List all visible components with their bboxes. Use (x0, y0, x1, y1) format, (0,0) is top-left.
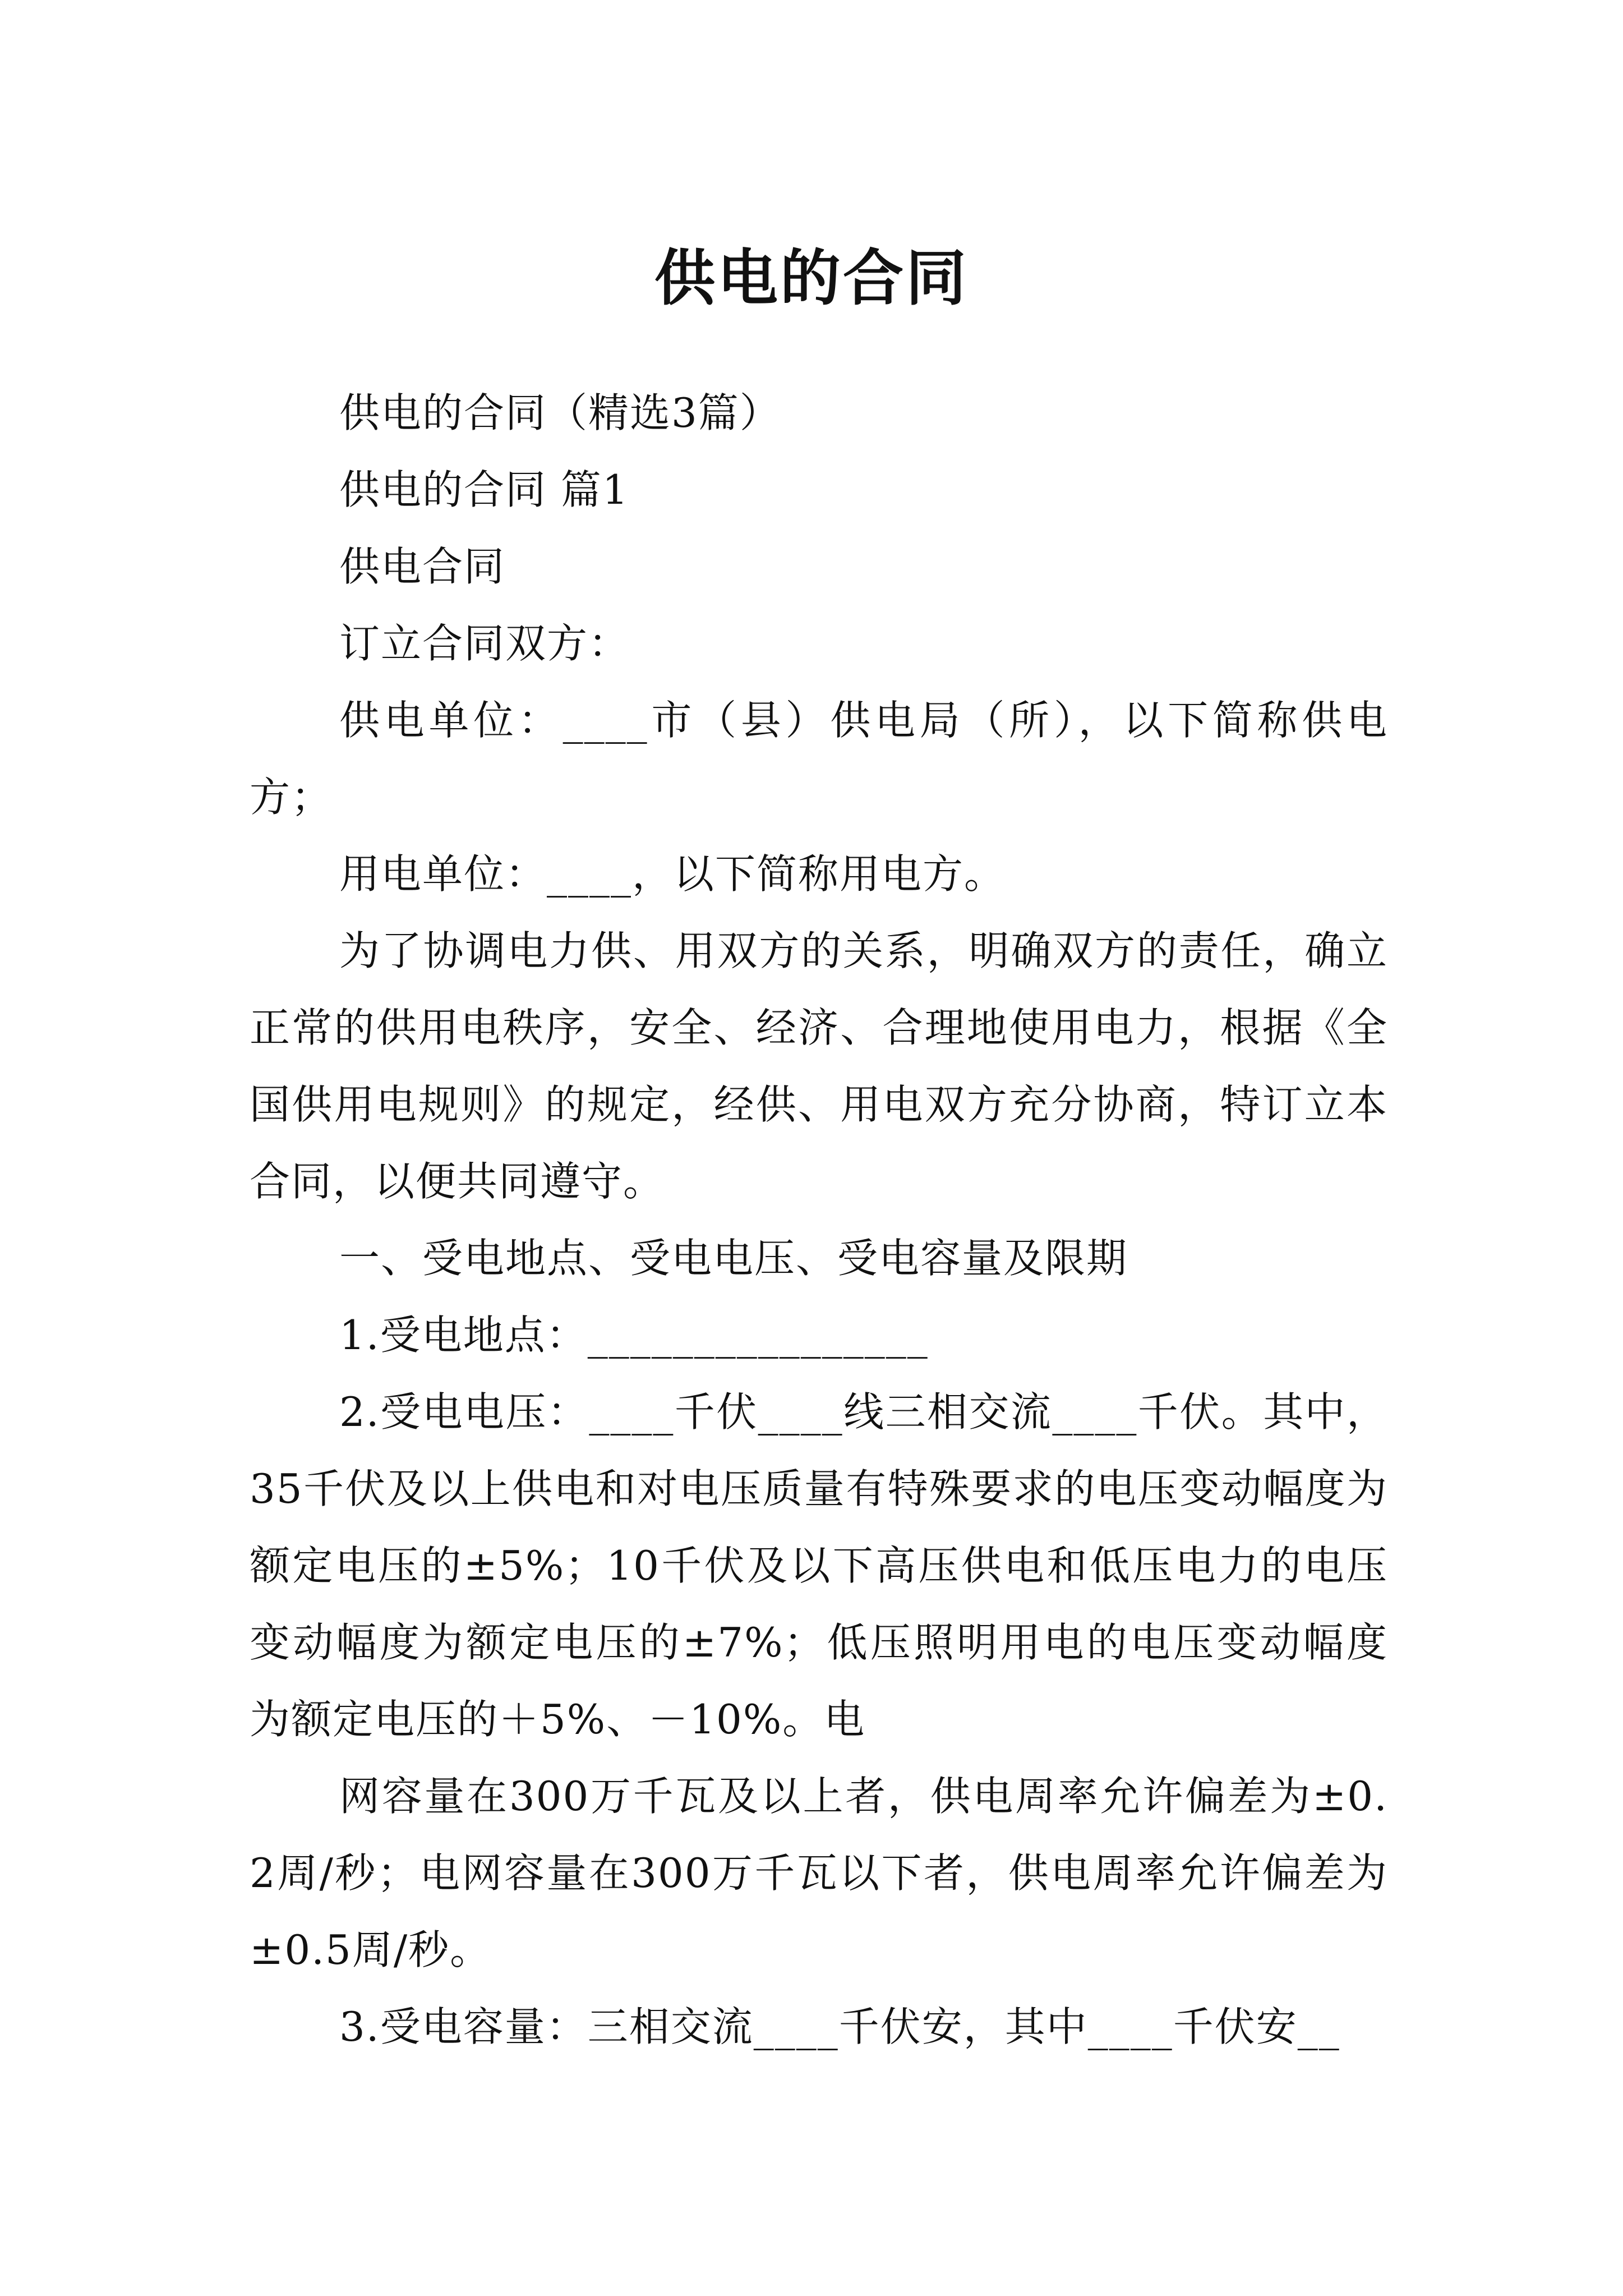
paragraph-section-one-heading: 一、受电地点、受电电压、受电容量及限期 (339, 1235, 1128, 1282)
document-body (250, 375, 1388, 2065)
paragraph-clause-location: 1.受电地点：________________ (339, 1312, 929, 1359)
paragraph-clause-capacity: 3.受电容量：三相交流____千伏安，其中____千伏安__ (339, 2003, 1340, 2050)
paragraph-contract-name: 供电合同 (339, 543, 506, 590)
paragraph-clause-frequency: 网容量在300万千瓦及以上者，供电周率允许偏差为±0.2周/秒；电网容量在300万千瓦以下者，供电周率允许偏差为±0.5周/秒。 (250, 1773, 1388, 1973)
paragraph-preamble: 为了协调电力供、用双方的关系，明确双方的责任，确立正常的供用电秩序，安全、经济、合理地使用电力，根据《全国供用电规则》的规定，经供、用电双方充分协商，特订立本合同，以便共同遵守。 (250, 927, 1388, 1205)
paragraph-supplier: 供电单位：____市（县）供电局（所），以下简称供电方； (250, 697, 1388, 821)
paragraph-subtitle: 供电的合同（精选3篇） (339, 389, 781, 436)
paragraph-clause-voltage: 2.受电电压：____千伏____线三相交流____千伏。其中，35千伏及以上供电和对电压质量有特殊要求的电压变动幅度为额定电压的±5%；10千伏及以下高压供电和低压电力的电压变动幅度为额定电压的±7%；低压照明用电的电压变动幅度为额定电压的＋5%、－10%。电 (250, 1388, 1388, 1743)
paragraph-parties-heading: 订立合同双方： (339, 620, 630, 667)
paragraph-part-heading: 供电的合同 篇1 (339, 466, 629, 513)
paragraph-consumer: 用电单位：____，以下简称用电方。 (339, 850, 1006, 898)
document-title: 供电的合同 (654, 243, 969, 314)
